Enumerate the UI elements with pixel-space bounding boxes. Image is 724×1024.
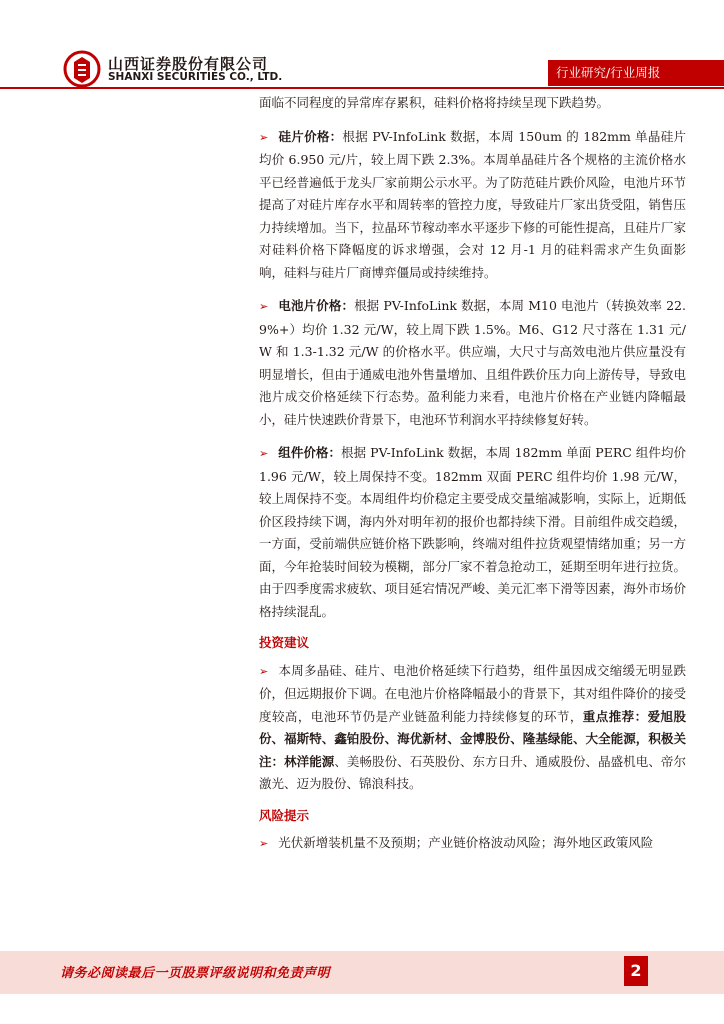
bullet-text: 根据 PV-InfoLink 数据，本周 182mm 单面 PERC 组件均价 1.96 元/W，较上周保持不变。182mm 双面 PERC 组件均价 1.98 元/W，较上周保持不变。本周组件均价稳定主要受成交量缩减影响，实际上，近期低价区段持续下调，海内外对明年初的报价也都持续下滑。目前组件成交趋缓，一方面，受前端供应链价格下跌影响，终端对组件拉货观望情绪加重；另一方面，今年抢装时间较为模糊，部分厂家不着急抢动工，延期至明年进行拉货。由于四季度需求疲软、项目延宕情况严峻、美元汇率下滑等因素，海外市场价格持续混乱。 bbox=[259, 445, 686, 619]
watch-stock-list: 、美畅股份、石英股份、东方日升、通威股份、晶盛机电、帝尔激光、迈为股份、锦浪科技。 bbox=[259, 753, 686, 791]
triangle-right-icon: ➢ bbox=[259, 837, 269, 850]
investment-paragraph bbox=[259, 660, 686, 796]
risk-text: 光伏新增装机量不及预期；产业链价格波动风险；海外地区政策风险 bbox=[278, 835, 654, 850]
section-title-investment: 投资建议 bbox=[259, 635, 310, 650]
bullet-label: 组件价格： bbox=[278, 445, 342, 460]
risk-paragraph bbox=[259, 832, 686, 856]
section-title-risk: 风险提示 bbox=[259, 807, 310, 823]
focus-label: 重点推荐： bbox=[582, 708, 648, 724]
company-name-cn: 山西证券股份有限公司 bbox=[108, 55, 269, 73]
company-name-en: SHANXI SECURITIES CO., LTD. bbox=[108, 71, 283, 83]
triangle-right-icon: ➢ bbox=[259, 130, 269, 144]
report-category: 行业研究/行业周报 bbox=[548, 60, 724, 86]
report-body bbox=[259, 92, 686, 856]
bullet-label: 硅片价格： bbox=[278, 128, 343, 144]
triangle-right-icon: ➢ bbox=[259, 664, 269, 678]
bullet-text: 根据 PV-InfoLink 数据，本周 150um 的 182mm 单晶硅片均价 6.950 元/片，较上周下跌 2.3%。本周单晶硅片各个规格的主流价格水平已经普遍低于龙头厂家前期公示水平。为了防范硅片跌价风险，电池片环节提高了对硅片库存水平和周转率的管控力度，导致硅片厂家出货受阻，销售压力持续增加。当下，拉晶环节稼动率水平逐步下修的可能性提高，且硅片厂家对硅料价格下降幅度的诉求增强，会对 12 月-1 月的硅料需求产生负面影响，硅料与硅片厂商博弈僵局或持续维持。 bbox=[259, 128, 686, 280]
watch-label: 积极关注： bbox=[259, 731, 686, 769]
intro-paragraph: 面临不同程度的异常库存累积，硅料价格将持续呈现下跌趋势。 bbox=[259, 95, 610, 110]
footer-disclaimer: 请务必阅读最后一页股票评级说明和免责声明 bbox=[60, 966, 331, 981]
company-logo-icon bbox=[63, 50, 101, 88]
investment-text: 本周多晶硅、硅片、电池价格延续下行趋势，组件虽因成交缩缓无明显跌价，但远期报价下调。在电池片价格降幅最小的背景下，其对组件降价的接受度较高，电池环节仍是产业链盈利能力持续修复的环节， bbox=[259, 662, 686, 724]
bullet-text: 根据 PV-InfoLink 数据，本周 M10 电池片（转换效率 22.9%+）均价 1.32 元/W，较上周下跌 1.5%。M6、G12 尺寸落在 1.31 元/W 和 1.3-1.32 元/W 的价格水平。供应端，大尺寸与高效电池片供应量没有明显增长，但由于通威电池外售量增加、且组件跌价压力向上游传导，导致电池片成交价格延续下行态势。盈利能力来看，电池片价格在产业链内降幅最小，硅片快速跌价背景下，电池环节利润水平持续修复好转。 bbox=[259, 298, 686, 427]
bullet-cell-price bbox=[259, 295, 686, 431]
triangle-right-icon: ➢ bbox=[259, 300, 269, 313]
triangle-right-icon: ➢ bbox=[259, 447, 269, 460]
header-divider bbox=[0, 87, 724, 89]
bullet-label: 电池片价格： bbox=[278, 298, 355, 313]
watch-first-stock: 林洋能源 bbox=[284, 753, 335, 769]
bullet-wafer-price bbox=[259, 126, 686, 285]
bullet-module-price bbox=[259, 442, 686, 623]
focus-stock-list: 爱旭股份、福斯特、鑫铂股份、海优新材、金博股份、隆基绿能、大全能源， bbox=[259, 708, 686, 746]
page-number: 2 bbox=[624, 956, 648, 986]
page-header bbox=[0, 0, 724, 92]
